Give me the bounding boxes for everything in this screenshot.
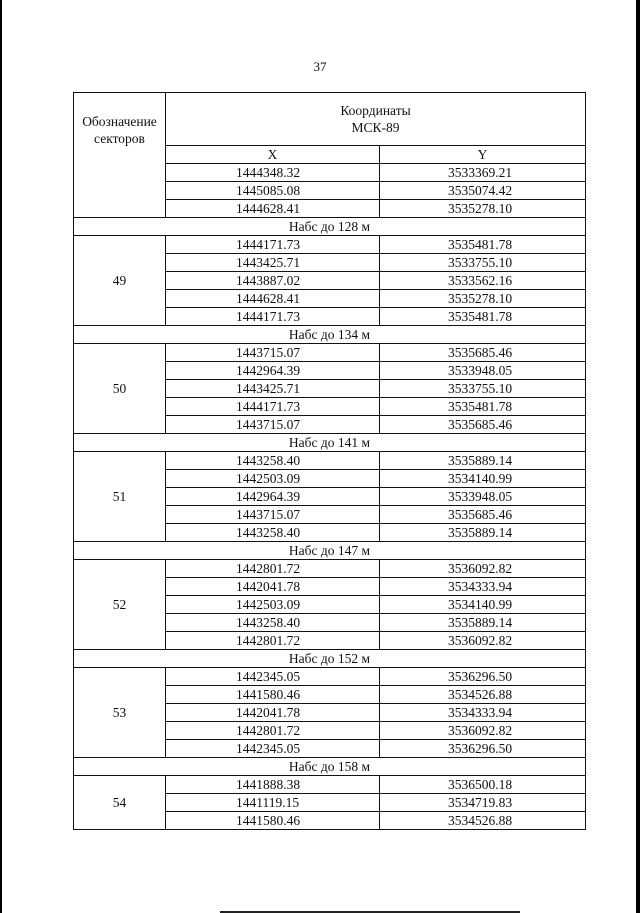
y-cell: 3533755.10: [380, 254, 586, 272]
x-cell: 1442964.39: [166, 362, 380, 380]
y-cell: 3536092.82: [380, 722, 586, 740]
sector-id: 49: [74, 236, 166, 326]
coordinates-table-body: [74, 93, 586, 830]
x-cell: 1442801.72: [166, 722, 380, 740]
scan-edge-left: [0, 0, 2, 913]
y-cell: 3534333.94: [380, 704, 586, 722]
sector-header-line1: Обозначение: [82, 114, 157, 129]
coordinates-table: [73, 92, 586, 830]
table-row: [74, 776, 586, 794]
y-cell: 3535481.78: [380, 308, 586, 326]
y-cell: 3536092.82: [380, 632, 586, 650]
table-row: [74, 344, 586, 362]
y-cell: 3534719.83: [380, 794, 586, 812]
coordinates-header-line2: МСК-89: [351, 120, 400, 135]
altitude-band-row: [74, 326, 586, 344]
altitude-band-label: Набс до 152 м: [74, 650, 586, 668]
altitude-band-label: Набс до 158 м: [74, 758, 586, 776]
sector-id: 52: [74, 560, 166, 650]
x-cell: 1441119.15: [166, 794, 380, 812]
x-cell: 1443258.40: [166, 614, 380, 632]
y-cell: 3533948.05: [380, 362, 586, 380]
x-cell: 1444348.32: [166, 164, 380, 182]
y-cell: 3533948.05: [380, 488, 586, 506]
x-cell: 1442041.78: [166, 704, 380, 722]
x-cell: 1442041.78: [166, 578, 380, 596]
altitude-band-label: Набс до 128 м: [74, 218, 586, 236]
x-cell: 1442801.72: [166, 632, 380, 650]
y-cell: 3536092.82: [380, 560, 586, 578]
x-cell: 1442503.09: [166, 596, 380, 614]
x-cell: 1442801.72: [166, 560, 380, 578]
y-cell: 3535889.14: [380, 452, 586, 470]
x-column-header: X: [166, 146, 380, 164]
altitude-band-label: Набс до 141 м: [74, 434, 586, 452]
altitude-band-label: Набс до 134 м: [74, 326, 586, 344]
x-cell: 1443715.07: [166, 506, 380, 524]
y-cell: 3535074.42: [380, 182, 586, 200]
coordinates-header: [166, 93, 586, 146]
table-row: [74, 668, 586, 686]
x-cell: 1441888.38: [166, 776, 380, 794]
y-column-header: Y: [380, 146, 586, 164]
sector-id: 54: [74, 776, 166, 830]
x-cell: 1441580.46: [166, 686, 380, 704]
y-cell: 3534140.99: [380, 596, 586, 614]
y-cell: 3535481.78: [380, 398, 586, 416]
altitude-band-row: [74, 650, 586, 668]
table-row: [74, 452, 586, 470]
x-cell: 1444628.41: [166, 290, 380, 308]
x-cell: 1445085.08: [166, 182, 380, 200]
x-cell: 1441580.46: [166, 812, 380, 830]
y-cell: 3536500.18: [380, 776, 586, 794]
y-cell: 3535889.14: [380, 524, 586, 542]
y-cell: 3535685.46: [380, 506, 586, 524]
y-cell: 3534333.94: [380, 578, 586, 596]
y-cell: 3535889.14: [380, 614, 586, 632]
x-cell: 1442964.39: [166, 488, 380, 506]
y-cell: 3536296.50: [380, 740, 586, 758]
x-cell: 1442345.05: [166, 668, 380, 686]
x-cell: 1443425.71: [166, 254, 380, 272]
altitude-band-row: [74, 218, 586, 236]
y-cell: 3535278.10: [380, 290, 586, 308]
table-row: [74, 236, 586, 254]
x-cell: 1443425.71: [166, 380, 380, 398]
sector-id: 51: [74, 452, 166, 542]
altitude-band-row: [74, 758, 586, 776]
y-cell: 3533755.10: [380, 380, 586, 398]
y-cell: 3535685.46: [380, 416, 586, 434]
sector-id: 50: [74, 344, 166, 434]
x-cell: 1443258.40: [166, 524, 380, 542]
altitude-band-row: [74, 542, 586, 560]
altitude-band-label: Набс до 147 м: [74, 542, 586, 560]
x-cell: 1443715.07: [166, 344, 380, 362]
table-row: [74, 560, 586, 578]
x-cell: 1443715.07: [166, 416, 380, 434]
header-row: [74, 93, 586, 146]
page-number: 37: [313, 59, 327, 74]
coordinates-header-line1: Координаты: [340, 103, 411, 118]
sector-header: [74, 93, 166, 218]
y-cell: 3533562.16: [380, 272, 586, 290]
y-cell: 3534140.99: [380, 470, 586, 488]
y-cell: 3535685.46: [380, 344, 586, 362]
x-cell: 1443887.02: [166, 272, 380, 290]
y-cell: 3534526.88: [380, 686, 586, 704]
x-cell: 1443258.40: [166, 452, 380, 470]
y-cell: 3533369.21: [380, 164, 586, 182]
sector-header-line2: секторов: [94, 131, 145, 146]
y-cell: 3535481.78: [380, 236, 586, 254]
x-cell: 1444171.73: [166, 236, 380, 254]
x-cell: 1444171.73: [166, 308, 380, 326]
sector-id: 53: [74, 668, 166, 758]
x-cell: 1442345.05: [166, 740, 380, 758]
altitude-band-row: [74, 434, 586, 452]
x-cell: 1444171.73: [166, 398, 380, 416]
x-cell: 1442503.09: [166, 470, 380, 488]
x-cell: 1444628.41: [166, 200, 380, 218]
y-cell: 3535278.10: [380, 200, 586, 218]
y-cell: 3534526.88: [380, 812, 586, 830]
y-cell: 3536296.50: [380, 668, 586, 686]
scan-edge-right: [636, 0, 640, 913]
